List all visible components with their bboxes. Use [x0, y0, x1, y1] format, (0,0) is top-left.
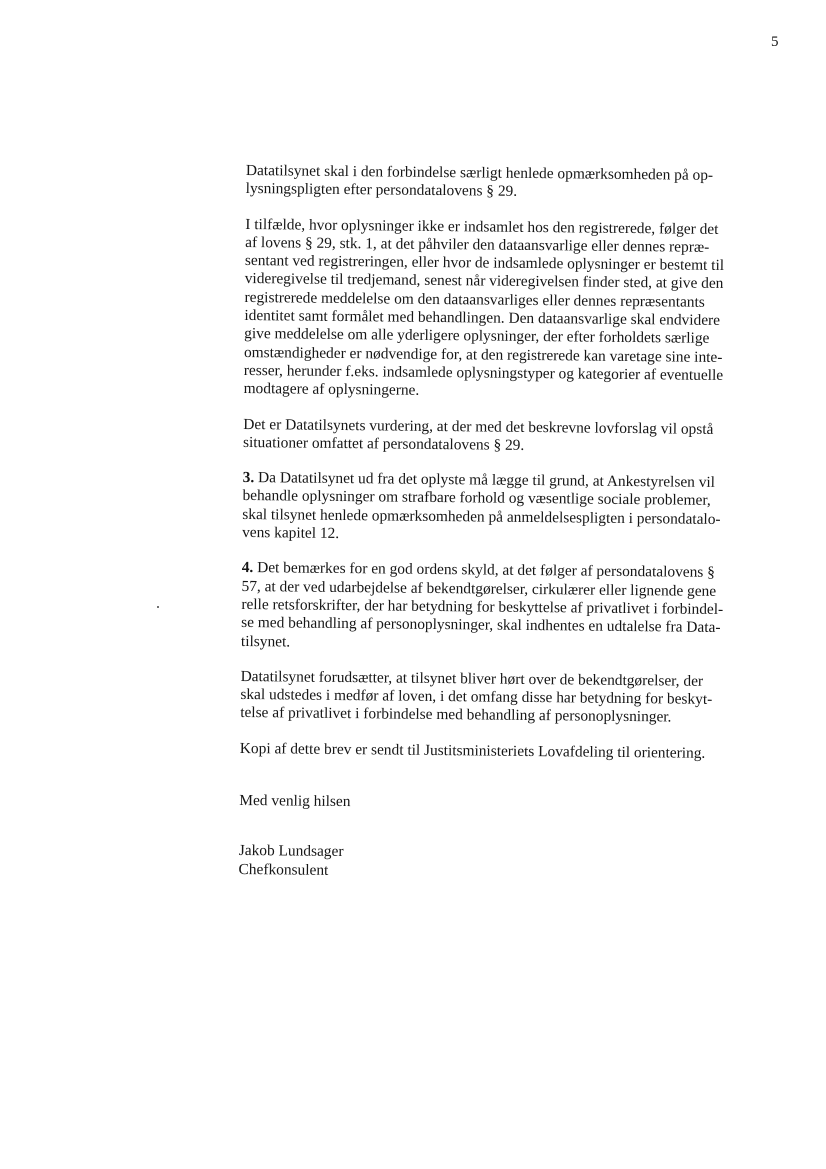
page-number: 5: [771, 34, 779, 50]
signature-block: [238, 842, 770, 884]
point-number: 4.: [241, 559, 254, 577]
scan-speck: [157, 606, 159, 608]
point-number: 3.: [242, 469, 255, 487]
paragraph-point-3: 3. Da Datatilsynet ud fra det oplyste må lægge til grund, at Ankestyrelsen vil behandle oplysninger om strafbare forhold og væsentlige sociale problemer, skal tilsynet henlede opmærksomheden på anmeldelsespligten i persondatalo- vens kapitel 12.: [242, 469, 721, 543]
paragraph-oplysningspligt: Datatilsynet skal i den forbindelse særligt henlede opmærksomheden på op- lysningspligten efter persondatalovens § 29.: [245, 162, 714, 201]
signatory-title: Chefkonsulent: [238, 860, 329, 879]
paragraph-vurdering: Det er Datatilsynets vurdering, at der med det beskrevne lovforslag vil opstå situationer omfattet af persondatalovens § 29.: [242, 415, 714, 454]
letter-body: [238, 162, 777, 884]
paragraph-forudsaetter: Datatilsynet forudsætter, at tilsynet bliver hørt over de bekendtgørelser, der skal udstedes i medfør af loven, i det omfang disse har betydning for beskyt- telse af privatlivet i forbindelse med behandling af personoplysninger.: [240, 667, 713, 726]
closing-salutation: Med venlig hilsen: [239, 791, 351, 811]
paragraph-kopi: Kopi af dette brev er sendt til Justitsministeriets Lovafdeling til orientering.: [239, 739, 706, 762]
paragraph-tilfaelde: I tilfælde, hvor oplysninger ikke er indsamlet hos den registrerede, følger det af lovens § 29, stk. 1, at det påhviler den dataansvarlige eller dennes repræ- sentant ved registreringen, eller hvor de indsamlede oplysninger er bestemt til videregivelse til tredjemand, senest når videregivelsen finder sted, at give den registrerede meddelelse om den dataansvarliges eller dennes repræsentants identitet samt formålet med behandlingen. Den dataansvarlige skal endvidere give meddelelse om alle yderligere oplysninger, der efter forholdets særlige omstændigheder er nødvendige for, at den registrerede kan varetage sine inte- resser, herunder f.eks. indsamlede oplysningstyper og kategorier af eventuelle modtagere af oplysningerne.: [243, 215, 725, 400]
signatory-name: Jakob Lundsager: [238, 842, 344, 861]
paragraph-point-4: 4. Det bemærkes for en god ordens skyld, at det følger af persondatalovens § 57, at der ved udarbejdelse af bekendtgørelser, cirkulærer eller lignende gene relle retsforskrifter, der har betydning for beskyttelse af privatlivet i forbindel- se med behandling af personoplysninger, skal indhentes en udtalelse fra Data- tilsynet.: [240, 559, 724, 651]
